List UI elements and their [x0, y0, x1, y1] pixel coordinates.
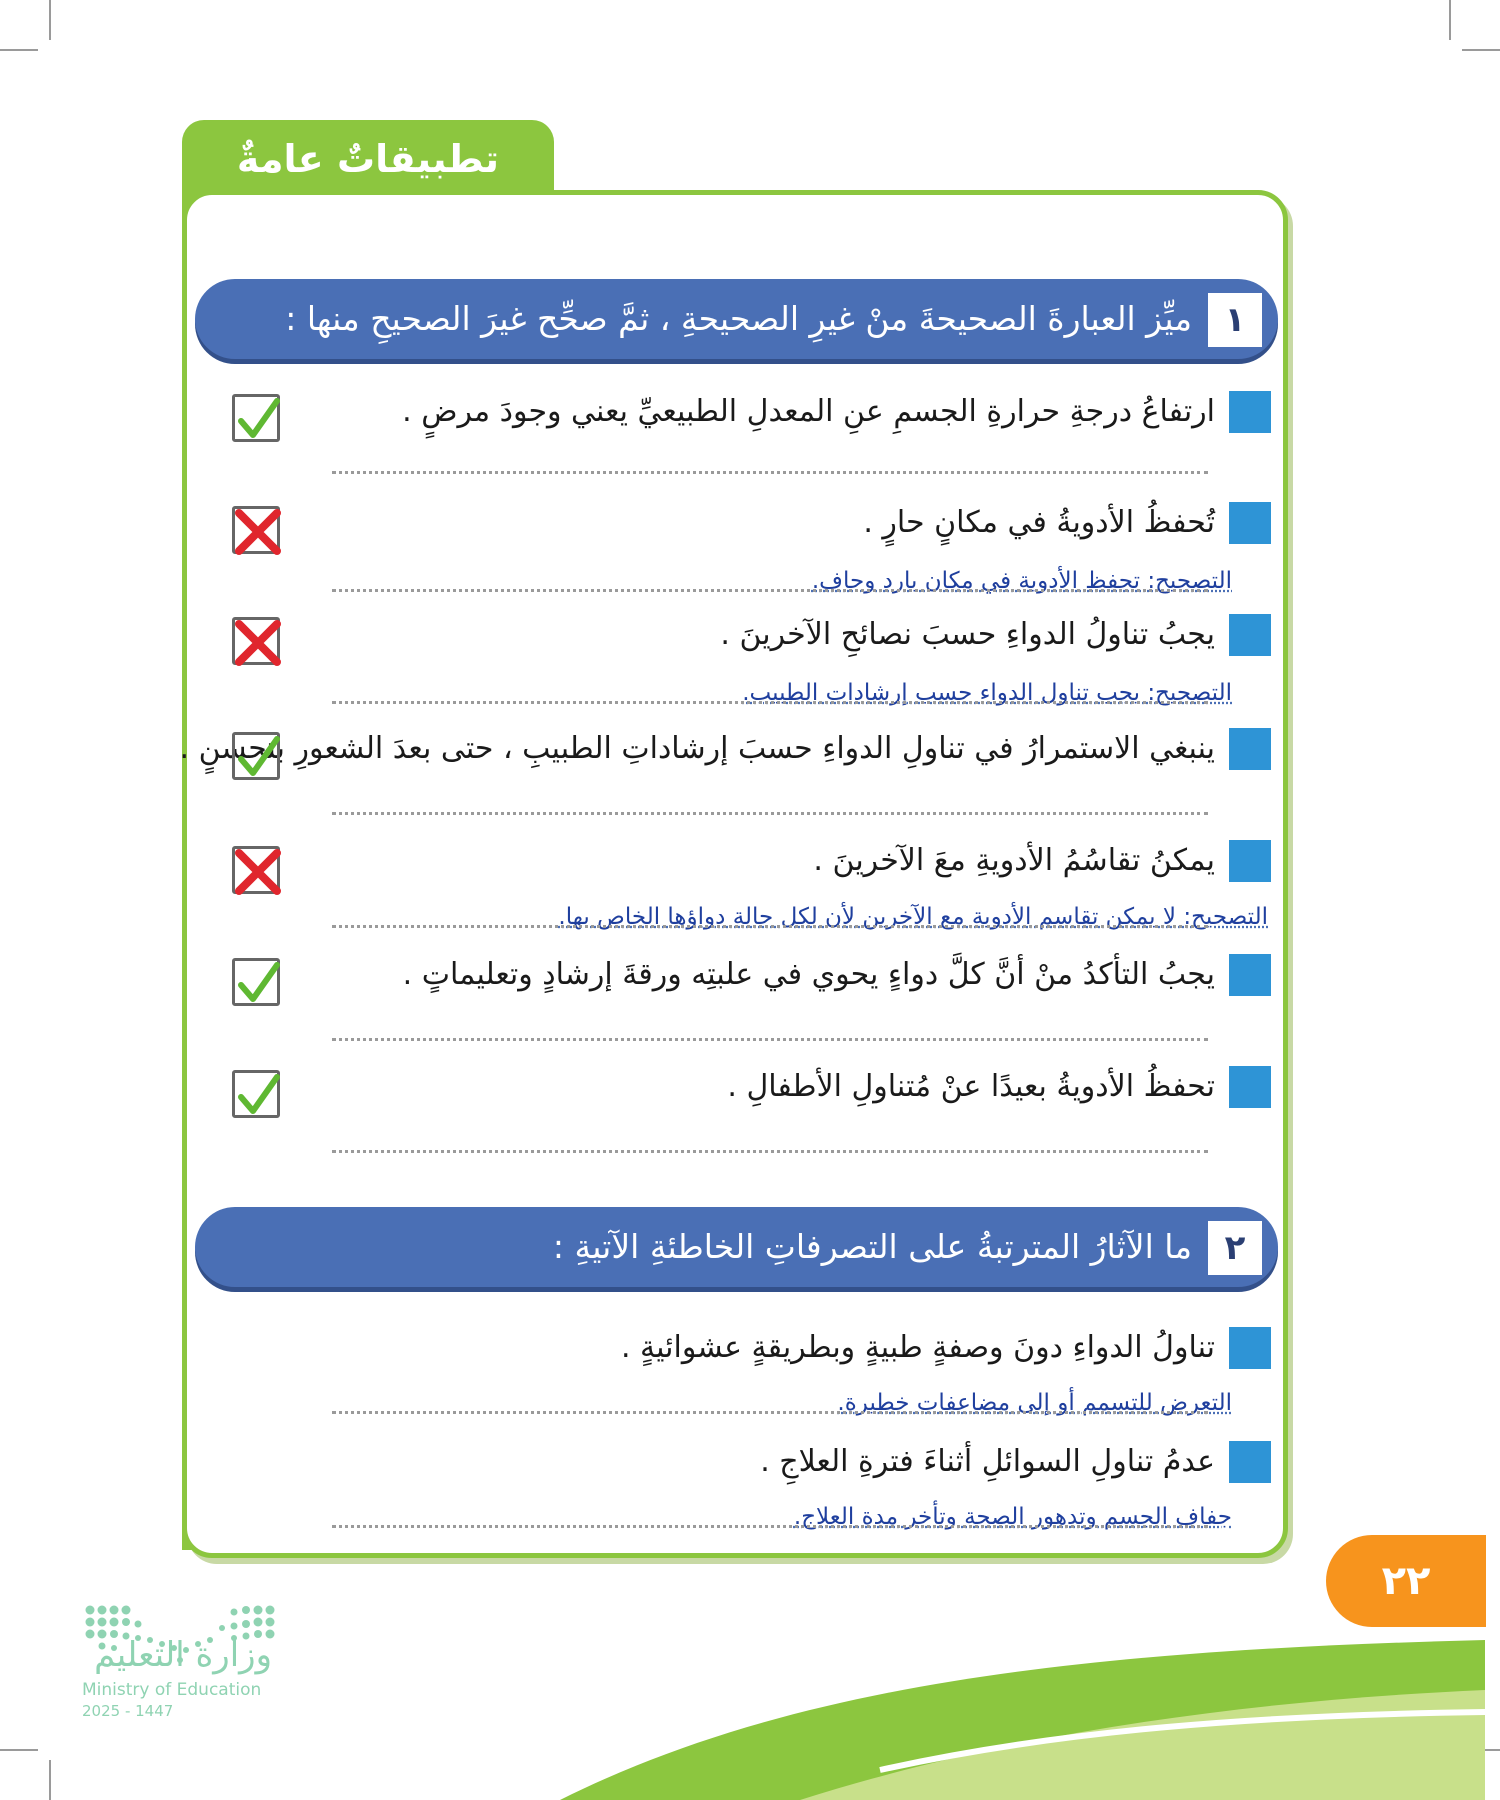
- bullet-square: [1229, 1066, 1271, 1108]
- crop-mark: [49, 1760, 51, 1800]
- bullet-square: [1229, 614, 1271, 656]
- answer-line: [332, 1525, 1208, 1528]
- crop-mark: [0, 49, 38, 51]
- answer-line: [332, 925, 1208, 928]
- correction-5-text: التصحيح: لا يمكن تقاسم الأدوية مع الآخرين لأن لكل حالة دواؤها الخاص بها.: [558, 904, 1268, 930]
- ministry-name-english: Ministry of Education: [82, 1680, 262, 1700]
- answer-line: [332, 812, 1208, 815]
- crop-mark: [49, 0, 51, 40]
- decorative-swoosh: [500, 1620, 1500, 1800]
- ministry-name-arabic: وزارة التعليم: [94, 1635, 272, 1675]
- crop-mark: [1449, 0, 1451, 40]
- ministry-year: 2025 - 1447: [82, 1702, 174, 1720]
- correction-3-text: التصحيح: يجب تناول الدواء حسب إرشادات الطبيب.: [742, 680, 1232, 706]
- check-mark-icon: [232, 958, 280, 1006]
- statement-3: يجبُ تناولُ الدواءِ حسبَ نصائحِ الآخرينَ .: [720, 617, 1215, 652]
- statement-4: ينبغي الاستمرارُ في تناولِ الدواءِ حسبَ إرشاداتِ الطبيبِ ، حتى بعدَ الشعورِ بتحسنٍ .: [179, 731, 1215, 766]
- question-1-number: ١: [1208, 293, 1262, 347]
- section-title: تطبيقاتٌ عامةٌ: [236, 137, 500, 181]
- bullet-square: [1229, 1327, 1271, 1369]
- bullet-square: [1229, 502, 1271, 544]
- statement-2: تُحفظُ الأدويةُ في مكانٍ حارٍ .: [863, 505, 1215, 540]
- q2-answer-1-text: التعرض للتسمم أو إلى مضاعفات خطيرة.: [837, 1390, 1232, 1416]
- q2-statement-1: تناولُ الدواءِ دونَ وصفةٍ طبيةٍ وبطريقةٍ عشوائيةٍ .: [620, 1330, 1215, 1365]
- crop-mark: [1462, 49, 1500, 51]
- bullet-square: [1229, 728, 1271, 770]
- statement-5: يمكنُ تقاسُمُ الأدويةِ معَ الآخرينَ .: [813, 843, 1215, 878]
- answer-line: [332, 1038, 1208, 1041]
- correction-5: [300, 897, 1268, 937]
- question-2-number: ٢: [1208, 1221, 1262, 1275]
- check-mark-icon: [232, 394, 280, 442]
- correction-3: [332, 673, 1232, 713]
- answer-line: [332, 1411, 1208, 1414]
- question-1-bar: [195, 279, 1278, 359]
- bullet-square: [1229, 954, 1271, 996]
- correction-2-text: التصحيح: تحفظ الأدوية في مكان بارد وجاف.: [811, 568, 1232, 594]
- check-mark-icon: [232, 732, 280, 780]
- answer-line: [332, 589, 1208, 592]
- page-number: ٢٢: [1381, 1558, 1431, 1604]
- statement-6: يجبُ التأكدُ منْ أنَّ كلَّ دواءٍ يحوي في علبتِه ورقةَ إرشادٍ وتعليماتٍ .: [402, 957, 1215, 992]
- question-1-prompt: ميِّز العبارةَ الصحيحةَ منْ غيرِ الصحيحةِ ، ثمَّ صحِّح غيرَ الصحيحِ منها :: [285, 299, 1192, 338]
- q2-answer-2: [332, 1497, 1232, 1537]
- question-2-prompt: ما الآثارُ المترتبةُ على التصرفاتِ الخاطئةِ الآتيةِ :: [552, 1227, 1192, 1266]
- correction-2: [332, 561, 1232, 601]
- crop-mark: [0, 1749, 38, 1751]
- statement-7: تحفظُ الأدويةُ بعيدًا عنْ مُتناولِ الأطفالِ .: [727, 1069, 1215, 1104]
- cross-mark-icon: [232, 506, 280, 554]
- statement-1: ارتفاعُ درجةِ حرارةِ الجسمِ عنِ المعدلِ الطبيعيِّ يعني وجودَ مرضٍ .: [402, 394, 1215, 429]
- question-2-bar: [195, 1207, 1278, 1287]
- bullet-square: [1229, 391, 1271, 433]
- answer-line: [332, 1150, 1208, 1153]
- page-number-tab: [1326, 1535, 1486, 1627]
- bullet-square: [1229, 1441, 1271, 1483]
- q2-statement-2: عدمُ تناولِ السوائلِ أثناءَ فترةِ العلاجِ .: [760, 1444, 1215, 1479]
- answer-line: [332, 701, 1208, 704]
- q2-answer-1: [332, 1383, 1232, 1423]
- bullet-square: [1229, 840, 1271, 882]
- check-mark-icon: [232, 1070, 280, 1118]
- q2-answer-2-text: جفاف الجسم وتدهور الصحة وتأخر مدة العلاج.: [793, 1504, 1232, 1530]
- answer-line: [332, 471, 1208, 474]
- cross-mark-icon: [232, 617, 280, 665]
- cross-mark-icon: [232, 846, 280, 894]
